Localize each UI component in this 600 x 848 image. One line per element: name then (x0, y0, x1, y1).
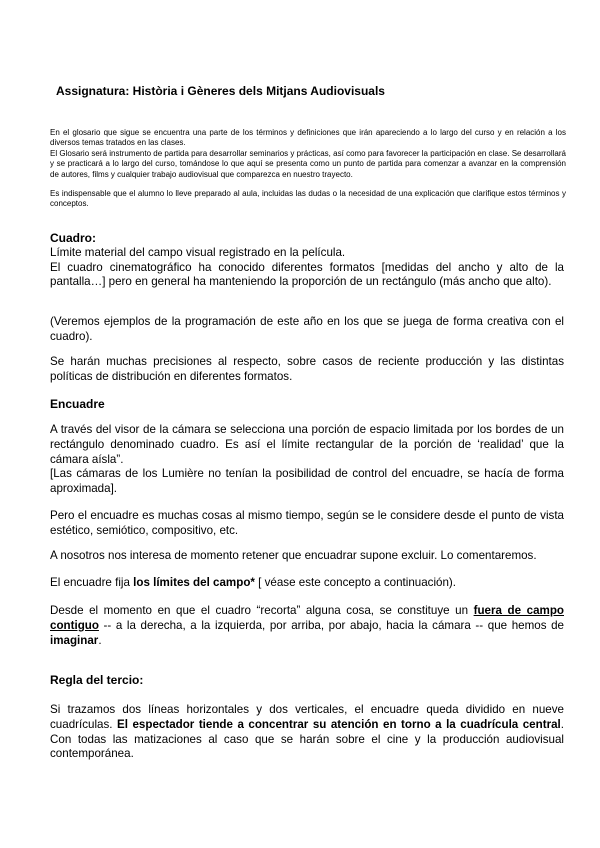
intro-note (50, 189, 566, 210)
section-cuadro (50, 231, 564, 290)
emphasis-fuera-de-campo: fuera de campo contiguo (50, 604, 564, 632)
paragraph (50, 576, 564, 591)
text-run: . (98, 633, 102, 647)
section-heading-encuadre: Encuadre (50, 397, 105, 411)
page-title: Assignatura: Història i Gèneres dels Mitjans Audiovisuals (56, 84, 385, 98)
paragraph-block (50, 703, 564, 762)
intro-paragraph: Es indispensable que el alumno lo lleve preparado al aula, incluidas las dudas o la necesidad de una explicación que clarifique estos términos y conceptos. (50, 189, 566, 209)
text-run: -- a la derecha, a la izquierda, por arriba, por abajo, hacia la cámara -- que hemos de (98, 618, 564, 632)
paragraph-block (50, 509, 564, 539)
text-run: . Con todas las matizaciones al caso que se harán sobre el cine y la producción audiovisual contemporánea. (50, 717, 564, 761)
intro-paragraph: El Glosario será instrumento de partida para desarrollar seminarios y prácticas, así como para favorecer la participación en clase. Se desarrollará y se practicará a lo largo del curso, tomándose lo que aquí se presenta como un punto de partida para comenzar a avanzar en la comprensión de autores, films y cualquier trabajo audiovisual que comparezca en nuestro trayecto. (50, 148, 566, 179)
text-run: Si trazamos dos líneas horizontales y dos verticales, el encuadre queda dividido en nueve cuadrículas. (50, 703, 564, 731)
paragraph: Pero el encuadre es muchas cosas al mismo tiempo, según se le considere desde el punto de vista estético, semiótico, compositivo, etc. (50, 509, 564, 537)
emphasis-imaginar: imaginar (50, 633, 99, 647)
paragraph: (Veremos ejemplos de la programación de este año en los que se juega de forma creativa con el cuadro). (50, 315, 564, 343)
paragraph (50, 604, 564, 648)
paragraph: A través del visor de la cámara se selecciona una porción de espacio limitada por los bordes de un rectángulo denominado cuadro. Es así el límite rectangular de la porción de ‘realidad’ que la cámara aísla”. (50, 423, 564, 466)
paragraph (50, 703, 564, 762)
paragraph: El cuadro cinematográfico ha conocido diferentes formatos [medidas del ancho y alto de la pantalla…] pero en general ha manteniendo la proporción de un rectángulo (más ancho que alto). (50, 260, 564, 289)
paragraph-block (50, 423, 564, 497)
paragraph-block (50, 355, 564, 385)
intro-paragraph: En el glosario que sigue se encuentra una parte de los términos y definiciones que irán apareciendo a lo largo del curso y en relación a los diversos temas tratados en las clases. (50, 128, 566, 148)
emphasis-espectador: El espectador tiende a concentrar su atención en torno a la cuadrícula central (117, 717, 561, 731)
section-regla-del-tercio (50, 673, 564, 688)
text-run: El encuadre fija (50, 576, 134, 589)
text-run: [ véase este concepto a continuación). (254, 576, 457, 589)
paragraph-block (50, 315, 564, 345)
intro-block (50, 128, 566, 180)
section-encuadre (50, 397, 564, 412)
paragraph-block (50, 549, 564, 564)
paragraph: Se harán muchas precisiones al respecto, sobre casos de reciente producción y las distintas políticas de distribución en diferentes formatos. (50, 355, 564, 383)
paragraph-block (50, 576, 564, 591)
section-heading-cuadro: Cuadro: (50, 231, 96, 245)
paragraph-block (50, 604, 564, 648)
section-heading-tercio: Regla del tercio: (50, 673, 144, 687)
paragraph: [Las cámaras de los Lumière no tenían la posibilidad de control del encuadre, se hacía de forma aproximada]. (50, 467, 564, 496)
paragraph: A nosotros nos interesa de momento retener que encuadrar supone excluir. Lo comentaremos. (50, 549, 537, 562)
emphasis-limites-del-campo: los límites del campo* (133, 576, 255, 589)
paragraph: Límite material del campo visual registrado en la película. (50, 245, 346, 259)
text-run: Desde el momento en que el cuadro “recorta” alguna cosa, se constituye un (50, 604, 474, 617)
